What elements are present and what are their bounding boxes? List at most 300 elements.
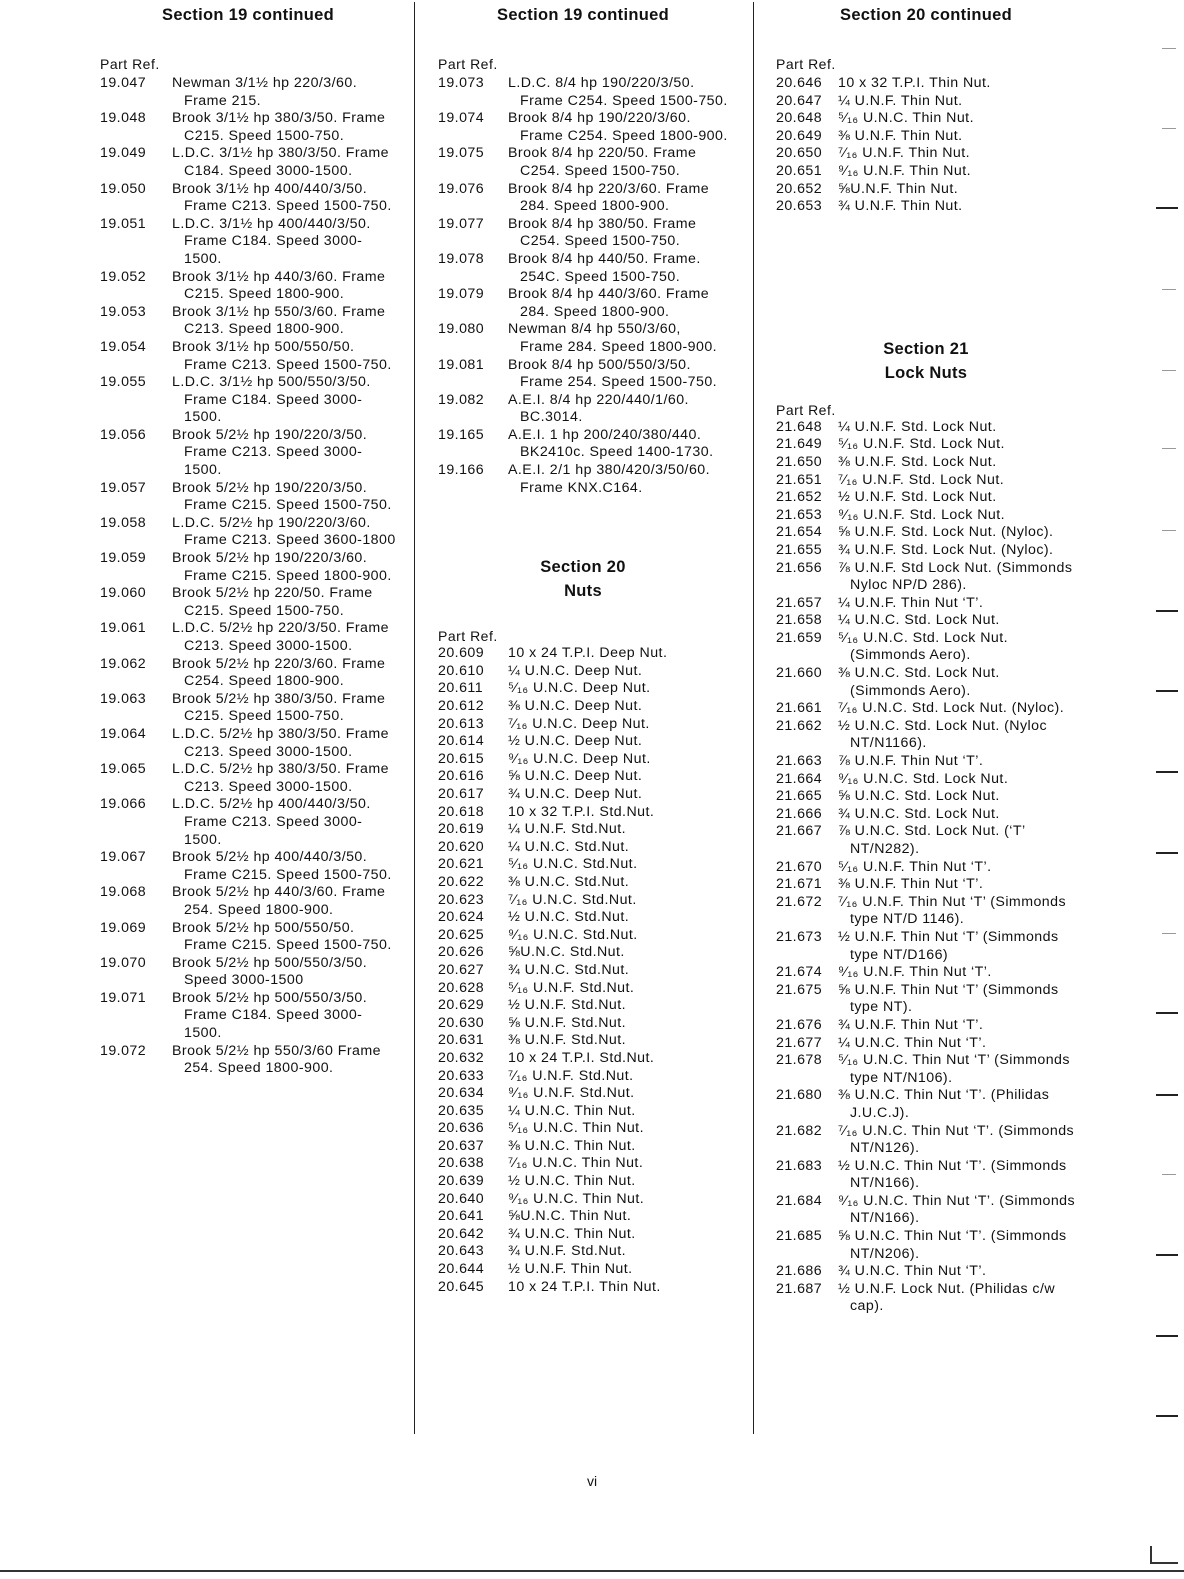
page-corner-mark <box>1150 1546 1178 1564</box>
part-ref-number: 20.631 <box>438 1032 485 1049</box>
part-ref-number: 21.682 <box>776 1122 823 1139</box>
part-description: ½ U.N.F. Thin Nut. <box>508 1261 633 1278</box>
part-description: ⁷⁄₁₆ U.N.F. Thin Nut ‘T’ (Simmonds type NT/D 1146). <box>838 893 1067 928</box>
part-description: A.E.I. 1 hp 200/240/380/440. BK2410c. Speed 1400-1730. <box>508 426 714 461</box>
part-ref-number: 21.683 <box>776 1157 823 1174</box>
part-description: Brook 3/1½ hp 400/440/3/50. Frame C213. Speed 1500-750. <box>172 180 392 215</box>
part-description: ⁵⁄₁₆ U.N.C. Deep Nut. <box>508 680 651 697</box>
part-ref-number: 20.610 <box>438 662 485 679</box>
part-ref-number: 19.047 <box>100 75 147 91</box>
section-21-title: Section 21 <box>883 339 969 358</box>
part-ref-number: 21.680 <box>776 1087 823 1104</box>
margin-mark <box>1156 690 1178 692</box>
part-entry <box>100 75 396 110</box>
part-description: ⁷⁄₁₆ U.N.C. Std.Nut. <box>508 891 637 908</box>
part-description: ¾ U.N.C. Deep Nut. <box>508 786 643 802</box>
part-ref-number: 19.049 <box>100 145 147 162</box>
part-ref-number: 19.062 <box>100 655 147 672</box>
part-entry <box>438 145 728 180</box>
part-description: ⅜ U.N.C. Thin Nut. <box>508 1137 636 1154</box>
part-description: A.E.I. 8/4 hp 220/440/1/60. BC.3014. <box>508 391 689 426</box>
part-ref-number: 21.664 <box>776 770 823 787</box>
part-ref-number: 21.676 <box>776 1016 823 1033</box>
part-ref-number: 21.659 <box>776 629 823 646</box>
part-ref-number: 20.653 <box>776 198 823 215</box>
part-description: ⁵⁄₁₆ U.N.C. Thin Nut. <box>838 110 974 127</box>
part-entry <box>776 1158 1076 1193</box>
part-entry <box>776 630 1076 665</box>
part-entry <box>776 560 1076 595</box>
part-description: L.D.C. 3/1½ hp 380/3/50. Frame C184. Speed 3000-1500. <box>172 145 389 179</box>
part-entry <box>100 955 396 990</box>
page-bottom-rule <box>0 1570 1184 1572</box>
part-entry <box>100 849 396 884</box>
part-entry <box>100 691 396 726</box>
part-ref-number: 19.076 <box>438 180 485 197</box>
part-description: ¾ U.N.C. Std. Lock Nut. <box>838 805 1000 822</box>
part-entry <box>776 788 1076 806</box>
part-ref-number: 20.652 <box>776 180 823 197</box>
part-entry <box>776 454 1076 472</box>
margin-mark <box>1156 771 1178 773</box>
part-entry <box>776 419 1076 437</box>
part-list <box>438 645 728 1296</box>
part-entry <box>100 427 396 480</box>
part-entry <box>438 110 728 145</box>
part-entry <box>100 884 396 919</box>
part-ref-number: 21.671 <box>776 876 823 893</box>
part-ref-number: 20.621 <box>438 856 485 873</box>
part-description: ½ U.N.F. Std. Lock Nut. <box>838 489 997 506</box>
part-description: Brook 8/4 hp 440/50. Frame. 254C. Speed 1500-750. <box>508 250 701 285</box>
part-ref-number: 21.654 <box>776 524 823 541</box>
margin-mark <box>1156 610 1178 612</box>
part-description: ⅝ U.N.C. Deep Nut. <box>508 768 643 785</box>
part-ref-number: 21.663 <box>776 753 823 770</box>
part-ref-number: 20.618 <box>438 803 485 820</box>
part-entry <box>438 733 728 751</box>
part-description: ½ U.N.F. Std.Nut. <box>508 997 627 1014</box>
part-description: ½ U.N.C. Thin Nut. <box>508 1173 636 1190</box>
part-ref-number: 19.058 <box>100 514 147 531</box>
part-ref-heading: Part Ref. <box>100 56 160 72</box>
part-ref-number: 19.070 <box>100 954 147 971</box>
margin-mark <box>1162 1174 1176 1175</box>
part-ref-number: 19.082 <box>438 391 485 408</box>
margin-mark <box>1156 1254 1178 1256</box>
part-description: Brook 3/1½ hp 380/3/50. Frame C215. Speed 1500-750. <box>172 110 386 144</box>
part-description: ⁵⁄₁₆ U.N.F. Std. Lock Nut. <box>838 436 1005 453</box>
margin-mark <box>1162 289 1176 290</box>
part-description: ⅝U.N.C. Thin Nut. <box>508 1208 632 1225</box>
part-ref-number: 20.643 <box>438 1243 485 1260</box>
part-ref-number: 20.628 <box>438 979 485 996</box>
part-entry <box>776 93 1076 111</box>
part-description: Newman 8/4 hp 550/3/60, Frame 284. Speed 1800-900. <box>508 321 718 355</box>
part-entry <box>438 980 728 998</box>
part-ref-number: 20.613 <box>438 715 485 732</box>
part-description: ⅝ U.N.F. Std.Nut. <box>508 1014 627 1031</box>
part-description: ¼ U.N.F. Thin Nut ‘T’. <box>838 594 984 611</box>
part-ref-number: 19.055 <box>100 374 147 391</box>
part-ref-number: 20.626 <box>438 944 485 961</box>
part-ref-number: 19.060 <box>100 585 147 602</box>
part-ref-number: 20.609 <box>438 645 485 662</box>
part-description: Brook 8/4 hp 190/220/3/60. Frame C254. Speed 1800-900. <box>508 110 728 144</box>
part-description: ½ U.N.C. Deep Nut. <box>508 733 643 750</box>
part-description: Brook 5/2½ hp 400/440/3/50. Frame C215. Speed 1500-750. <box>172 849 392 883</box>
part-ref-number: 20.614 <box>438 733 485 750</box>
part-ref-number: 19.065 <box>100 761 147 778</box>
part-entry <box>438 251 728 286</box>
part-entry <box>438 181 728 216</box>
part-description: Brook 5/2½ hp 220/3/60. Frame C254. Speed 1800-900. <box>172 655 386 690</box>
part-entry <box>100 990 396 1043</box>
part-description: L.D.C. 5/2½ hp 380/3/50. Frame C213. Speed 3000-1500. <box>172 761 389 795</box>
part-ref-number: 21.674 <box>776 964 823 981</box>
part-entry <box>438 1120 728 1138</box>
part-description: ⁵⁄₁₆ U.N.F. Std.Nut. <box>508 979 635 996</box>
part-description: ½ U.N.C. Std. Lock Nut. (Nyloc NT/N1166). <box>838 717 1048 752</box>
part-entry <box>776 1017 1076 1035</box>
part-entry <box>100 269 396 304</box>
part-list <box>100 75 396 1078</box>
part-description: L.D.C. 5/2½ hp 380/3/50. Frame C213. Speed 3000-1500. <box>172 725 389 760</box>
part-description: Brook 3/1½ hp 500/550/50. Frame C213. Speed 1500-750. <box>172 338 392 373</box>
part-entry <box>776 489 1076 507</box>
part-ref-number: 20.616 <box>438 768 485 785</box>
part-description: ¾ U.N.C. Thin Nut ‘T’. <box>838 1263 987 1280</box>
part-entry <box>438 645 728 663</box>
part-entry <box>100 920 396 955</box>
part-ref-number: 21.667 <box>776 823 823 840</box>
part-ref-number: 20.638 <box>438 1155 485 1172</box>
part-ref-number: 19.048 <box>100 110 147 127</box>
part-ref-number: 20.636 <box>438 1120 485 1137</box>
part-ref-number: 19.068 <box>100 884 147 901</box>
part-ref-number: 19.059 <box>100 550 147 567</box>
part-entry <box>438 286 728 321</box>
part-ref-number: 19.075 <box>438 145 485 162</box>
margin-mark <box>1156 1415 1178 1417</box>
part-description: 10 x 32 T.P.I. Thin Nut. <box>838 75 991 91</box>
part-ref-number: 21.666 <box>776 805 823 822</box>
part-entry <box>438 839 728 857</box>
part-description: ⁹⁄₁₆ U.N.C. Thin Nut ‘T’. (Simmonds NT/N166). <box>838 1192 1076 1227</box>
part-entry <box>776 859 1076 877</box>
part-entry <box>438 1173 728 1191</box>
part-ref-number: 20.623 <box>438 891 485 908</box>
part-description: ⅝ U.N.F. Thin Nut ‘T’ (Simmonds type NT). <box>838 981 1059 1016</box>
part-description: ⅜ U.N.C. Deep Nut. <box>508 698 643 715</box>
part-entry <box>776 1052 1076 1087</box>
part-description: ⅝ U.N.C. Std. Lock Nut. <box>838 788 1000 805</box>
part-entry <box>438 927 728 945</box>
part-entry <box>438 462 728 497</box>
part-description: ⁹⁄₁₆ U.N.F. Thin Nut ‘T’. <box>838 964 992 981</box>
part-ref-number: 20.622 <box>438 873 485 890</box>
part-description: Brook 5/2½ hp 190/220/3/60. Frame C215. Speed 1800-900. <box>172 550 392 584</box>
part-entry <box>100 110 396 145</box>
part-entry <box>438 716 728 734</box>
part-description: ⁷⁄₁₆ U.N.C. Thin Nut. <box>508 1155 644 1172</box>
part-entry <box>438 1279 728 1297</box>
part-ref-number: 21.678 <box>776 1052 823 1069</box>
part-ref-number: 19.165 <box>438 426 485 443</box>
part-description: L.D.C. 5/2½ hp 190/220/3/60. Frame C213. Speed 3600-1800 <box>172 514 396 549</box>
part-ref-number: 19.052 <box>100 268 147 285</box>
part-description: ¾ U.N.C. Std.Nut. <box>508 961 630 978</box>
margin-mark <box>1156 1094 1178 1096</box>
part-description: ½ U.N.F. Thin Nut ‘T’ (Simmonds type NT/D166) <box>838 928 1059 963</box>
part-ref-number: 19.073 <box>438 75 485 91</box>
part-ref-number: 19.061 <box>100 620 147 637</box>
part-description: Brook 8/4 hp 500/550/3/50. Frame 254. Speed 1500-750. <box>508 356 718 391</box>
part-description: ⅜ U.N.C. Std. Lock Nut. (Simmonds Aero). <box>838 665 1000 699</box>
part-description: ⅝ U.N.F. Std. Lock Nut. (Nyloc). <box>838 524 1054 541</box>
part-entry <box>100 656 396 691</box>
part-description: ¾ U.N.F. Thin Nut ‘T’. <box>838 1016 984 1033</box>
margin-mark <box>1156 852 1178 854</box>
part-ref-number: 19.080 <box>438 321 485 338</box>
part-description: Newman 3/1½ hp 220/3/60. Frame 215. <box>172 75 358 109</box>
section-21-subtitle: Lock Nuts <box>884 363 968 382</box>
section-title: Section 19 continued <box>162 6 334 24</box>
part-ref-number: 20.644 <box>438 1261 485 1278</box>
part-ref-number: 20.633 <box>438 1067 485 1084</box>
part-entry <box>438 962 728 980</box>
part-entry <box>776 128 1076 146</box>
part-entry <box>776 1087 1076 1122</box>
part-ref-number: 19.050 <box>100 180 147 197</box>
part-description: ⁷⁄₁₆ U.N.F. Thin Nut. <box>838 145 971 162</box>
part-ref-number: 21.685 <box>776 1228 823 1245</box>
part-description: Brook 5/2½ hp 380/3/50. Frame C215. Speed 1500-750. <box>172 690 386 725</box>
part-ref-heading: Part Ref. <box>776 401 836 418</box>
part-description: ¾ U.N.C. Thin Nut. <box>508 1225 636 1242</box>
part-entry <box>776 75 1076 93</box>
part-description: Brook 5/2½ hp 440/3/60. Frame 254. Speed 1800-900. <box>172 884 386 918</box>
part-description: ⁵⁄₁₆ U.N.C. Std. Lock Nut. (Simmonds Aero). <box>838 629 1009 664</box>
part-ref-number: 20.640 <box>438 1190 485 1207</box>
part-description: ¾ U.N.F. Std. Lock Nut. (Nyloc). <box>838 541 1054 558</box>
part-ref-number: 20.646 <box>776 75 823 91</box>
part-entry <box>100 550 396 585</box>
part-entry <box>100 374 396 427</box>
part-description: ¼ U.N.C. Std. Lock Nut. <box>838 612 1000 629</box>
part-ref-number: 21.649 <box>776 436 823 453</box>
part-ref-number: 20.641 <box>438 1208 485 1225</box>
part-description: ⁵⁄₁₆ U.N.C. Thin Nut ‘T’ (Simmonds type NT/N106). <box>838 1052 1070 1086</box>
part-description: ⁵⁄₁₆ U.N.C. Std.Nut. <box>508 856 638 873</box>
part-entry <box>438 1138 728 1156</box>
part-ref-number: 21.653 <box>776 506 823 523</box>
part-description: ¼ U.N.F. Std.Nut. <box>508 821 627 838</box>
margin-mark <box>1156 207 1178 209</box>
part-ref-number: 20.642 <box>438 1225 485 1242</box>
part-entry <box>438 75 728 110</box>
part-description: ⅝U.N.C. Std.Nut. <box>508 944 625 961</box>
part-entry <box>776 612 1076 630</box>
part-ref-heading: Part Ref. <box>776 56 836 72</box>
part-description: ⁹⁄₁₆ U.N.C. Std.Nut. <box>508 926 638 943</box>
part-entry <box>438 392 728 427</box>
part-description: ⁵⁄₁₆ U.N.F. Thin Nut ‘T’. <box>838 858 992 875</box>
part-description: 10 x 32 T.P.I. Std.Nut. <box>508 803 655 820</box>
part-description: Brook 5/2½ hp 220/50. Frame C215. Speed 1500-750. <box>172 585 373 619</box>
part-ref-number: 21.686 <box>776 1263 823 1280</box>
part-description: ⅜ U.N.C. Std.Nut. <box>508 873 630 890</box>
part-entry <box>776 1263 1076 1281</box>
part-entry <box>438 786 728 804</box>
part-entry <box>438 698 728 716</box>
part-ref-number: 20.624 <box>438 909 485 926</box>
part-entry <box>776 1281 1076 1316</box>
margin-mark <box>1162 48 1176 49</box>
part-ref-number: 21.657 <box>776 594 823 611</box>
part-description: Brook 5/2½ hp 500/550/3/50. Speed 3000-1500 <box>172 954 368 989</box>
part-entry <box>438 874 728 892</box>
part-description: L.D.C. 5/2½ hp 400/440/3/50. Frame C213. Speed 3000-1500. <box>172 796 371 848</box>
margin-mark <box>1162 530 1176 531</box>
part-entry <box>776 542 1076 560</box>
part-entry <box>438 1191 728 1209</box>
part-entry <box>438 909 728 927</box>
part-entry <box>776 806 1076 824</box>
part-ref-number: 20.625 <box>438 926 485 943</box>
part-ref-number: 20.651 <box>776 162 823 179</box>
part-ref-number: 20.611 <box>438 680 484 697</box>
part-description: Brook 8/4 hp 220/50. Frame C254. Speed 1500-750. <box>508 145 697 179</box>
part-ref-number: 21.661 <box>776 700 823 717</box>
part-ref-number: 19.054 <box>100 338 147 355</box>
column-3 <box>776 0 1076 1316</box>
part-entry <box>776 823 1076 858</box>
part-description: ⁹⁄₁₆ U.N.F. Std. Lock Nut. <box>838 506 1006 523</box>
section-title: Section 19 continued <box>497 6 669 24</box>
part-description: Brook 5/2½ hp 550/3/60 Frame 254. Speed 1800-900. <box>172 1042 381 1077</box>
part-entry <box>100 181 396 216</box>
part-description: ⁹⁄₁₆ U.N.C. Thin Nut. <box>508 1190 645 1207</box>
part-ref-number: 21.648 <box>776 418 823 435</box>
part-list <box>776 75 1076 216</box>
part-description: ¼ U.N.C. Deep Nut. <box>508 662 643 679</box>
part-description: L.D.C. 3/1½ hp 500/550/3/50. Frame C184. Speed 3000-1500. <box>172 374 371 426</box>
part-entry <box>776 524 1076 542</box>
part-entry <box>100 145 396 180</box>
part-ref-number: 19.166 <box>438 462 485 479</box>
part-description: ⅝ U.N.C. Thin Nut ‘T’. (Simmonds NT/N206). <box>838 1228 1067 1262</box>
part-entry <box>776 982 1076 1017</box>
part-ref-number: 20.630 <box>438 1014 485 1031</box>
part-ref-number: 19.056 <box>100 426 147 443</box>
part-ref-number: 20.634 <box>438 1085 485 1102</box>
part-entry <box>100 585 396 620</box>
column-divider-right <box>753 2 754 1434</box>
part-entry <box>438 751 728 769</box>
margin-mark <box>1162 128 1176 129</box>
part-entry <box>776 894 1076 929</box>
page-number: vi <box>586 1473 598 1489</box>
part-ref-number: 21.670 <box>776 858 823 875</box>
part-ref-number: 20.649 <box>776 127 823 144</box>
part-entry <box>100 726 396 761</box>
margin-mark <box>1156 1335 1178 1337</box>
part-ref-number: 21.684 <box>776 1192 823 1209</box>
part-ref-number: 20.617 <box>438 786 485 802</box>
part-ref-number: 19.066 <box>100 796 147 813</box>
margin-mark <box>1162 370 1176 371</box>
part-description: ⁹⁄₁₆ U.N.F. Std.Nut. <box>508 1085 635 1102</box>
part-description: ¾ U.N.F. Std.Nut. <box>508 1243 627 1260</box>
part-entry <box>438 1085 728 1103</box>
part-description: ⅜ U.N.C. Thin Nut ‘T’. (Philidas J.U.C.J). <box>838 1087 1050 1121</box>
part-entry <box>776 1228 1076 1263</box>
part-entry <box>776 198 1076 216</box>
part-description: Brook 3/1½ hp 550/3/60. Frame C213. Speed 1800-900. <box>172 303 386 338</box>
part-ref-number: 21.677 <box>776 1034 823 1051</box>
part-ref-number: 20.645 <box>438 1278 485 1295</box>
section-20-title: Section 20 <box>540 558 626 577</box>
part-ref-number: 20.639 <box>438 1173 485 1190</box>
part-list <box>438 75 728 497</box>
part-ref-number: 19.053 <box>100 303 147 320</box>
part-description: ¼ U.N.F. Std. Lock Nut. <box>838 418 997 435</box>
part-ref-number: 21.672 <box>776 893 823 910</box>
part-ref-number: 19.067 <box>100 849 147 866</box>
part-entry <box>776 436 1076 454</box>
part-entry <box>776 929 1076 964</box>
part-description: ⅜ U.N.F. Thin Nut. <box>838 127 963 144</box>
part-entry <box>776 472 1076 490</box>
part-entry <box>100 1043 396 1078</box>
part-entry <box>100 339 396 374</box>
part-description: ⅞ U.N.C. Std. Lock Nut. (‘T’ NT/N282). <box>838 823 1026 857</box>
part-description: ⁵⁄₁₆ U.N.C. Thin Nut. <box>508 1120 644 1137</box>
column-2 <box>438 0 728 1296</box>
part-ref-number: 20.620 <box>438 838 485 855</box>
part-description: ¼ U.N.C. Std.Nut. <box>508 838 630 855</box>
part-description: A.E.I. 2/1 hp 380/420/3/50/60. Frame KNX.C164. <box>508 462 711 496</box>
part-ref-heading: Part Ref. <box>438 56 498 72</box>
part-description: ⁷⁄₁₆ U.N.C. Deep Nut. <box>508 715 650 732</box>
part-ref-number: 20.635 <box>438 1102 485 1119</box>
part-entry <box>776 771 1076 789</box>
part-entry <box>438 1103 728 1121</box>
part-description: ⅝U.N.F. Thin Nut. <box>838 180 959 197</box>
part-description: ¼ U.N.C. Thin Nut. <box>508 1102 636 1119</box>
part-entry <box>438 1068 728 1086</box>
part-description: 10 x 24 T.P.I. Thin Nut. <box>508 1278 661 1295</box>
part-ref-number: 21.665 <box>776 788 823 805</box>
part-entry <box>438 1015 728 1033</box>
part-description: L.D.C. 8/4 hp 190/220/3/50. Frame C254. Speed 1500-750. <box>508 75 728 109</box>
part-ref-number: 19.077 <box>438 215 485 232</box>
part-description: ¼ U.N.F. Thin Nut. <box>838 92 963 109</box>
part-description: ⅜ U.N.F. Std. Lock Nut. <box>838 453 997 470</box>
part-description: ⁹⁄₁₆ U.N.C. Std. Lock Nut. <box>838 770 1009 787</box>
part-entry <box>438 1208 728 1226</box>
part-ref-number: 19.078 <box>438 250 485 267</box>
part-entry <box>438 216 728 251</box>
part-description: ¾ U.N.F. Thin Nut. <box>838 198 963 215</box>
part-description: Brook 8/4 hp 380/50. Frame C254. Speed 1500-750. <box>508 215 697 250</box>
part-ref-number: 19.081 <box>438 356 485 373</box>
part-entry <box>776 145 1076 163</box>
part-ref-number: 20.648 <box>776 110 823 127</box>
part-description: ¼ U.N.C. Thin Nut ‘T’. <box>838 1034 987 1051</box>
part-ref-number: 19.051 <box>100 215 147 232</box>
